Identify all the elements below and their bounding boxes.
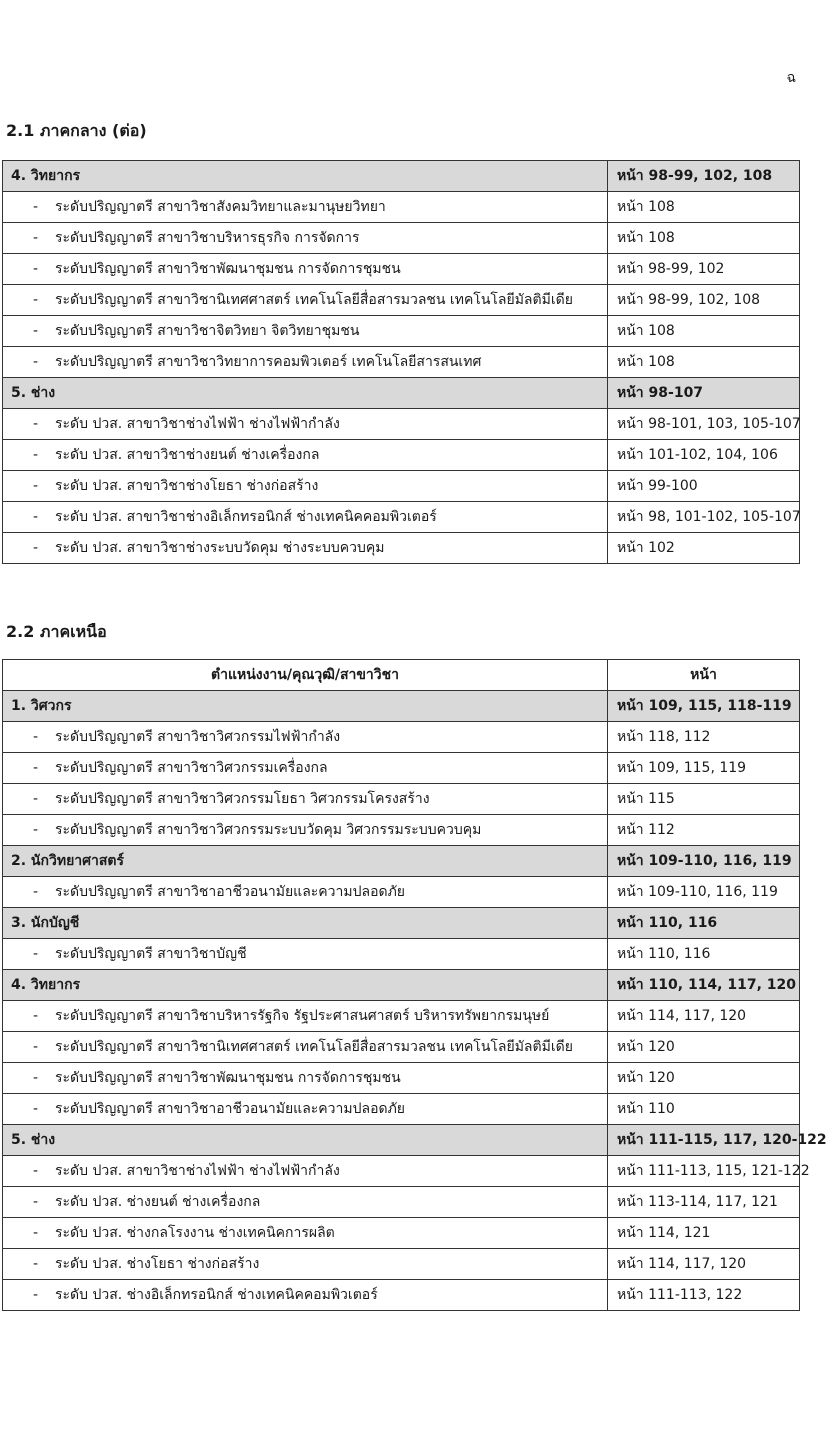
table-row <box>3 784 800 815</box>
category-row <box>3 908 800 939</box>
list-bullet: - <box>33 1287 39 1303</box>
page-reference: หน้า 110, 116 <box>608 939 800 970</box>
category-row <box>3 378 800 409</box>
qualification-label <box>3 815 608 846</box>
list-bullet: - <box>33 1163 39 1179</box>
section-title-central: 2.1 ภาคกลาง (ต่อ) <box>6 121 147 140</box>
table-row <box>3 1032 800 1063</box>
qualification-text: ระดับปริญญาตรี สาขาวิชาวิศวกรรมไฟฟ้ากำลัง <box>55 729 341 745</box>
page-reference: หน้า 110 <box>608 1094 800 1125</box>
qualification-label <box>3 1187 608 1218</box>
section-title-north: 2.2 ภาคเหนือ <box>6 622 107 641</box>
qualification-text: ระดับปริญญาตรี สาขาวิชาพัฒนาชุมชน การจัดการชุมชน <box>55 261 401 277</box>
qualification-label <box>3 502 608 533</box>
list-bullet: - <box>33 478 39 494</box>
page-reference: หน้า 110, 116 <box>608 908 800 939</box>
list-bullet: - <box>33 509 39 525</box>
table-row <box>3 815 800 846</box>
qualification-label <box>3 192 608 223</box>
page-reference: หน้า 120 <box>608 1063 800 1094</box>
list-bullet: - <box>33 292 39 308</box>
page-reference: หน้า 109-110, 116, 119 <box>608 877 800 908</box>
page-reference: หน้า 108 <box>608 223 800 254</box>
page-reference: หน้า 118, 112 <box>608 722 800 753</box>
page-reference: หน้า 98-107 <box>608 378 800 409</box>
page-reference: หน้า 115 <box>608 784 800 815</box>
page-mark: ฉ <box>786 70 796 86</box>
table-row <box>3 533 800 564</box>
category-label: 3. นักบัญชี <box>3 908 608 939</box>
page-reference: หน้า 108 <box>608 347 800 378</box>
list-bullet: - <box>33 1101 39 1117</box>
page-reference: หน้า 101-102, 104, 106 <box>608 440 800 471</box>
table-row <box>3 347 800 378</box>
list-bullet: - <box>33 760 39 776</box>
category-label: 5. ช่าง <box>3 378 608 409</box>
list-bullet: - <box>33 884 39 900</box>
category-row <box>3 691 800 722</box>
page-reference: หน้า 98-99, 102 <box>608 254 800 285</box>
page-reference: หน้า 99-100 <box>608 471 800 502</box>
list-bullet: - <box>33 1194 39 1210</box>
page-reference: หน้า 109, 115, 118-119 <box>608 691 800 722</box>
table-row <box>3 440 800 471</box>
list-bullet: - <box>33 1256 39 1272</box>
qualification-text: ระดับปริญญาตรี สาขาวิชาบริหารธุรกิจ การจัดการ <box>55 230 360 246</box>
qualification-label <box>3 223 608 254</box>
qualification-label <box>3 1249 608 1280</box>
list-bullet: - <box>33 791 39 807</box>
table-row <box>3 1249 800 1280</box>
table-row <box>3 877 800 908</box>
category-label: 4. วิทยากร <box>3 970 608 1001</box>
qualification-text: ระดับ ปวส. ช่างโยธา ช่างก่อสร้าง <box>55 1256 260 1272</box>
category-row <box>3 970 800 1001</box>
qualification-label <box>3 285 608 316</box>
table-row <box>3 1280 800 1311</box>
list-bullet: - <box>33 230 39 246</box>
category-label: 2. นักวิทยาศาสตร์ <box>3 846 608 877</box>
qualification-text: ระดับปริญญาตรี สาขาวิชาบัญชี <box>55 946 247 962</box>
table-row <box>3 471 800 502</box>
qualification-label <box>3 533 608 564</box>
table-row <box>3 409 800 440</box>
qualification-label <box>3 440 608 471</box>
table-row <box>3 722 800 753</box>
table-row <box>3 1063 800 1094</box>
table-row <box>3 1156 800 1187</box>
qualification-text: ระดับปริญญาตรี สาขาวิชาอาชีวอนามัยและความปลอดภัย <box>55 884 406 900</box>
table-row <box>3 753 800 784</box>
table-row <box>3 1094 800 1125</box>
category-row <box>3 1125 800 1156</box>
table-row <box>3 1001 800 1032</box>
page-reference: หน้า 111-115, 117, 120-122 <box>608 1125 800 1156</box>
qualification-text: ระดับ ปวส. สาขาวิชาช่างอิเล็กทรอนิกส์ ช่างเทคนิคคอมพิวเตอร์ <box>55 509 437 525</box>
qualification-label <box>3 1280 608 1311</box>
qualification-label <box>3 409 608 440</box>
page-reference: หน้า 98-99, 102, 108 <box>608 161 800 192</box>
list-bullet: - <box>33 323 39 339</box>
qualification-label <box>3 1063 608 1094</box>
qualification-label <box>3 316 608 347</box>
category-label: 5. ช่าง <box>3 1125 608 1156</box>
table-row <box>3 316 800 347</box>
list-bullet: - <box>33 1225 39 1241</box>
page-reference: หน้า 98, 101-102, 105-107 <box>608 502 800 533</box>
table-row <box>3 192 800 223</box>
qualification-text: ระดับปริญญาตรี สาขาวิชาพัฒนาชุมชน การจัดการชุมชน <box>55 1070 401 1086</box>
qualification-label <box>3 1032 608 1063</box>
page-reference: หน้า 110, 114, 117, 120 <box>608 970 800 1001</box>
category-label: 4. วิทยากร <box>3 161 608 192</box>
list-bullet: - <box>33 354 39 370</box>
qualification-text: ระดับ ปวส. สาขาวิชาช่างไฟฟ้า ช่างไฟฟ้ากำลัง <box>55 416 340 432</box>
page-reference: หน้า 108 <box>608 192 800 223</box>
page-reference: หน้า 113-114, 117, 121 <box>608 1187 800 1218</box>
qualification-text: ระดับปริญญาตรี สาขาวิชาวิศวกรรมเครื่องกล <box>55 760 328 776</box>
qualification-label <box>3 1218 608 1249</box>
page-reference: หน้า 109-110, 116, 119 <box>608 846 800 877</box>
qualification-label <box>3 722 608 753</box>
qualification-text: ระดับปริญญาตรี สาขาวิชาวิศวกรรมระบบวัดคุม วิศวกรรมระบบควบคุม <box>55 822 482 838</box>
qualification-label <box>3 1094 608 1125</box>
qualification-text: ระดับ ปวส. ช่างกลโรงงาน ช่างเทคนิคการผลิต <box>55 1225 335 1241</box>
qualification-text: ระดับ ปวส. ช่างยนต์ ช่างเครื่องกล <box>55 1194 261 1210</box>
category-row <box>3 161 800 192</box>
qualification-label <box>3 784 608 815</box>
qualification-text: ระดับปริญญาตรี สาขาวิชาอาชีวอนามัยและความปลอดภัย <box>55 1101 406 1117</box>
page-reference: หน้า 112 <box>608 815 800 846</box>
list-bullet: - <box>33 416 39 432</box>
qualification-label <box>3 1156 608 1187</box>
qualification-text: ระดับปริญญาตรี สาขาวิชานิเทศศาสตร์ เทคโนโลยีสื่อสารมวลชน เทคโนโลยีมัลติมีเดีย <box>55 292 573 308</box>
qualification-text: ระดับปริญญาตรี สาขาวิชานิเทศศาสตร์ เทคโนโลยีสื่อสารมวลชน เทคโนโลยีมัลติมีเดีย <box>55 1039 573 1055</box>
qualification-label <box>3 471 608 502</box>
qualification-text: ระดับ ปวส. สาขาวิชาช่างระบบวัดคุม ช่างระบบควบคุม <box>55 540 385 556</box>
page-reference: หน้า 114, 117, 120 <box>608 1249 800 1280</box>
list-bullet: - <box>33 822 39 838</box>
column-header-page: หน้า <box>608 660 800 691</box>
qualification-text: ระดับปริญญาตรี สาขาวิชาวิศวกรรมโยธา วิศวกรรมโครงสร้าง <box>55 791 430 807</box>
qualification-label <box>3 877 608 908</box>
qualification-text: ระดับ ปวส. สาขาวิชาช่างยนต์ ช่างเครื่องกล <box>55 447 320 463</box>
qualification-text: ระดับปริญญาตรี สาขาวิชาบริหารรัฐกิจ รัฐประศาสนศาสตร์ บริหารทรัพยากรมนุษย์ <box>55 1008 550 1024</box>
list-bullet: - <box>33 1039 39 1055</box>
list-bullet: - <box>33 447 39 463</box>
list-bullet: - <box>33 199 39 215</box>
table-row <box>3 939 800 970</box>
category-label: 1. วิศวกร <box>3 691 608 722</box>
page-reference: หน้า 98-99, 102, 108 <box>608 285 800 316</box>
qualification-text: ระดับ ปวส. ช่างอิเล็กทรอนิกส์ ช่างเทคนิคคอมพิวเตอร์ <box>55 1287 378 1303</box>
page-reference: หน้า 98-101, 103, 105-107 <box>608 409 800 440</box>
list-bullet: - <box>33 729 39 745</box>
page-reference: หน้า 109, 115, 119 <box>608 753 800 784</box>
qualification-text: ระดับ ปวส. สาขาวิชาช่างไฟฟ้า ช่างไฟฟ้ากำลัง <box>55 1163 340 1179</box>
list-bullet: - <box>33 1008 39 1024</box>
category-row <box>3 846 800 877</box>
table-row <box>3 502 800 533</box>
qualification-text: ระดับปริญญาตรี สาขาวิชาวิทยาการคอมพิวเตอร์ เทคโนโลยีสารสนเทศ <box>55 354 482 370</box>
qualification-label <box>3 1001 608 1032</box>
table-row <box>3 1187 800 1218</box>
north-region-table <box>2 659 827 1311</box>
qualification-label <box>3 753 608 784</box>
central-region-table <box>2 160 800 564</box>
qualification-text: ระดับปริญญาตรี สาขาวิชาจิตวิทยา จิตวิทยาชุมชน <box>55 323 360 339</box>
table-header-row <box>3 660 800 691</box>
page-reference: หน้า 108 <box>608 316 800 347</box>
list-bullet: - <box>33 261 39 277</box>
table-row <box>3 254 800 285</box>
table-row <box>3 285 800 316</box>
page-reference: หน้า 114, 117, 120 <box>608 1001 800 1032</box>
qualification-text: ระดับ ปวส. สาขาวิชาช่างโยธา ช่างก่อสร้าง <box>55 478 319 494</box>
list-bullet: - <box>33 946 39 962</box>
table-row <box>3 223 800 254</box>
page-reference: หน้า 111-113, 115, 121-122 <box>608 1156 800 1187</box>
page-reference: หน้า 102 <box>608 533 800 564</box>
qualification-label <box>3 347 608 378</box>
table-row <box>3 1218 800 1249</box>
page-reference: หน้า 120 <box>608 1032 800 1063</box>
column-header-position: ตำแหน่งงาน/คุณวุฒิ/สาขาวิชา <box>3 660 608 691</box>
page-reference: หน้า 114, 121 <box>608 1218 800 1249</box>
qualification-label <box>3 939 608 970</box>
page-reference: หน้า 111-113, 122 <box>608 1280 800 1311</box>
list-bullet: - <box>33 540 39 556</box>
qualification-text: ระดับปริญญาตรี สาขาวิชาสังคมวิทยาและมานุษยวิทยา <box>55 199 386 215</box>
qualification-label <box>3 254 608 285</box>
list-bullet: - <box>33 1070 39 1086</box>
